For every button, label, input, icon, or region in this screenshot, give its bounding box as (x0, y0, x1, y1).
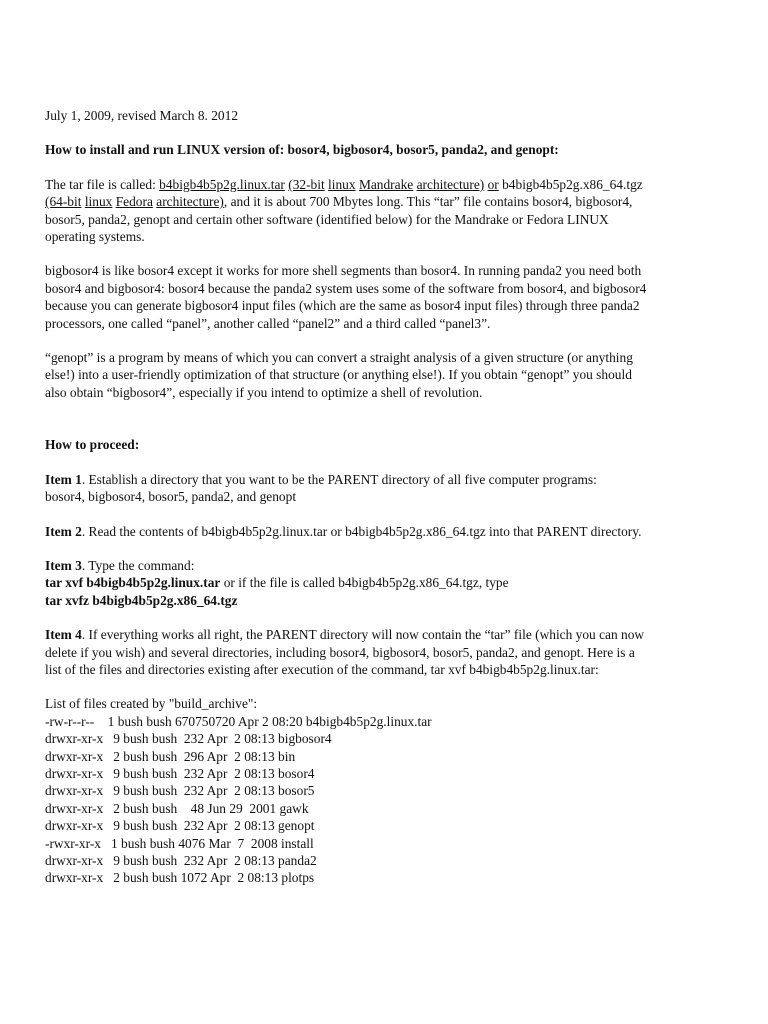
item-line (45, 523, 735, 540)
mandrake-link[interactable]: Mandrake (358, 176, 414, 192)
item-label: Item 1 (45, 471, 82, 487)
or-link[interactable]: or (487, 176, 499, 192)
paragraph-line: because you can generate bigbosor4 input files (which are the same as bosor4 input files) through three panda2 (45, 298, 640, 314)
text-span: . Read the contents of b4bigb4b5p2g.linux.tar or b4bigb4b5p2g.x86_64.tgz into that PARENT directory. (81, 523, 642, 539)
item-label: Item 4 (45, 627, 82, 643)
file-list-entry: drwxr-xr-x 9 bush bush 232 Apr 2 08:13 bosor4 (45, 765, 315, 781)
item-line (45, 557, 735, 574)
file-list-entry: drwxr-xr-x 2 bush bush 1072 Apr 2 08:13 plotps (45, 870, 315, 886)
file-list-entry: drwxr-xr-x 9 bush bush 232 Apr 2 08:13 bosor5 (45, 783, 315, 799)
item-1 (45, 471, 735, 506)
document-heading: How to install and run LINUX version of: bosor4, bigbosor4, bosor5, panda2, and genopt: (45, 142, 559, 158)
file-list-entry: drwxr-xr-x 9 bush bush 232 Apr 2 08:13 genopt (45, 818, 315, 834)
command-text: tar xvfz b4bigb4b5p2g.x86_64.tgz (45, 592, 238, 608)
item-3 (45, 557, 735, 609)
command-text: tar xvf b4bigb4b5p2g.linux.tar (45, 575, 221, 591)
bit32-link[interactable]: (32-bit (288, 176, 325, 192)
text-span: . Establish a directory that you want to be the PARENT directory of all five computer programs: (81, 471, 597, 487)
linux-link[interactable]: linux (84, 194, 113, 210)
date-line: July 1, 2009, revised March 8. 2012 (45, 108, 239, 123)
item-4 (45, 626, 735, 678)
paragraph-line: “genopt” is a program by means of which you can convert a straight analysis of a given structure (or anything (45, 350, 633, 366)
paragraph-line: bosor4 and bigbosor4: bosor4 because the panda2 system uses some of the software from bosor4, and bigbosor4 (45, 280, 647, 296)
bit64-link[interactable]: (64-bit (45, 194, 82, 210)
architecture-link[interactable]: architecture) (416, 176, 485, 192)
item-line (45, 626, 735, 643)
text-span: . Type the command: (81, 557, 195, 573)
proceed-heading: How to proceed: (45, 437, 140, 453)
paragraph-line: processors, one called “panel”, another called “panel2” and a third called “panel3”. (45, 315, 491, 331)
tar-paragraph-line: operating systems. (45, 229, 145, 245)
file-list-entry: drwxr-xr-x 9 bush bush 232 Apr 2 08:13 panda2 (45, 853, 317, 868)
item-line (45, 471, 735, 488)
item-line: bosor4, bigbosor4, bosor5, panda2, and genopt (45, 489, 297, 505)
architecture-link[interactable]: architecture) (156, 194, 224, 210)
file-list-entry: -rwxr-xr-x 1 bush bush 4076 Mar 7 2008 install (45, 835, 314, 851)
tar-file-link[interactable]: b4bigb4b5p2g.linux.tar (159, 176, 285, 192)
fedora-link[interactable]: Fedora (115, 194, 153, 210)
linux-link[interactable]: linux (328, 176, 356, 192)
file-list-entry: drwxr-xr-x 9 bush bush 232 Apr 2 08:13 bigbosor4 (45, 731, 332, 747)
item-label: Item 2 (45, 523, 82, 539)
item-line: delete if you wish) and several directories, including bosor4, bigbosor4, bosor5, panda2, and genopt. Here is a (45, 644, 635, 660)
file-list (45, 695, 735, 886)
paragraph-line: else!) into a user-friendly optimization of that structure (or anything else!). If you obtain “genopt” you should (45, 367, 632, 383)
paragraph-line: bigbosor4 is like bosor4 except it works for more shell segments than bosor4. In running panda2 you need both (45, 263, 642, 279)
tar-paragraph (45, 176, 735, 246)
tar-paragraph-line (45, 176, 735, 193)
document-page (45, 107, 735, 887)
text-span: b4bigb4b5p2g.x86_64.tgz (498, 176, 643, 192)
item-line (45, 574, 735, 591)
tar-paragraph-line: bosor5, panda2, genopt and certain other software (identified below) for the Mandrake or Fedora LINUX (45, 211, 609, 227)
tar-paragraph-line (45, 193, 735, 210)
item-line: list of the files and directories existing after execution of the command, tar xvf b4bigb4b5p2g.linux.tar: (45, 661, 599, 677)
text-span: , and it is about 700 Mbytes long. This “tar” file contains bosor4, bigbosor4, (223, 194, 633, 210)
item-2 (45, 523, 735, 540)
genopt-paragraph (45, 349, 735, 401)
file-list-caption: List of files created by "build_archive": (45, 696, 258, 712)
file-list-entry: drwxr-xr-x 2 bush bush 296 Apr 2 08:13 bin (45, 748, 296, 764)
text-span: . If everything works all right, the PARENT directory will now contain the “tar” file (which you can now (81, 627, 645, 643)
file-list-entry: drwxr-xr-x 2 bush bush 48 Jun 29 2001 gawk (45, 800, 309, 816)
bigbosor-paragraph (45, 262, 735, 332)
paragraph-line: also obtain “bigbosor4”, especially if you intend to optimize a shell of revolution. (45, 384, 483, 400)
text-span: The tar file is called: (45, 176, 160, 192)
file-list-entry: -rw-r--r-- 1 bush bush 670750720 Apr 2 08:20 b4bigb4b5p2g.linux.tar (45, 713, 432, 729)
text-span: or if the file is called b4bigb4b5p2g.x86_64.tgz, type (220, 575, 509, 591)
item-label: Item 3 (45, 557, 82, 573)
